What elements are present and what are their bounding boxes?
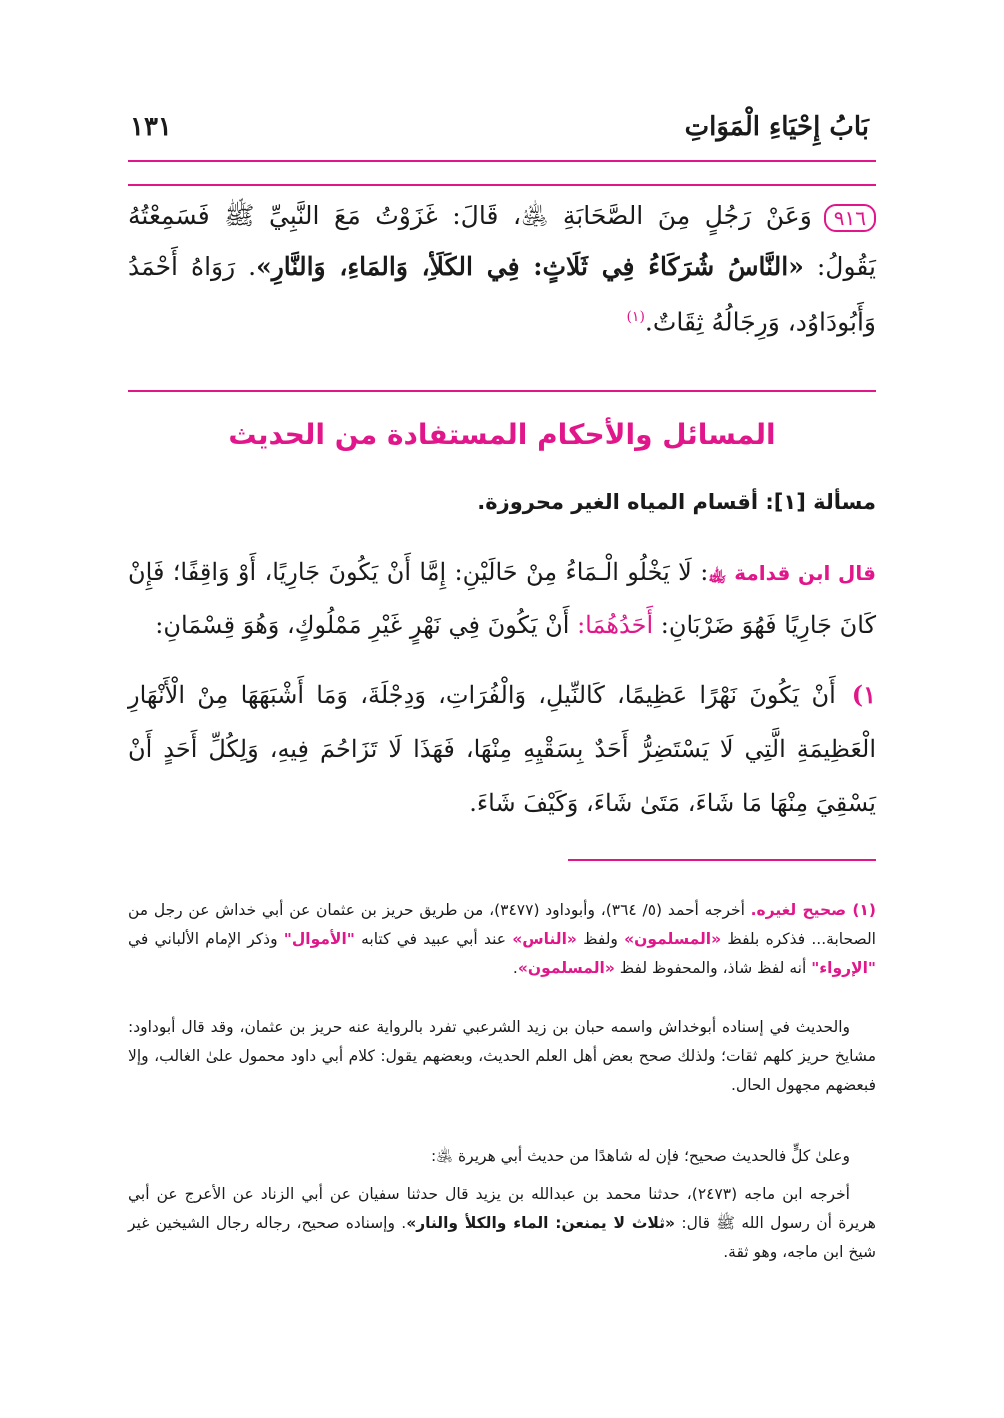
footnote-quote: «المسلمون» <box>624 930 722 948</box>
footnote-4 <box>128 1180 876 1267</box>
list-item-number: ١) <box>851 680 876 709</box>
first-type-label: أَحَدُهُمَا: <box>577 611 654 639</box>
list-item <box>128 668 876 830</box>
paragraph-text-1: : لَا يَخْلُو الْـمَاءُ مِنْ حَالَيْنِ: إِمَّا أَنْ يَكُونَ جَارِيًا، أَوْ وَاقِفًا؛ فَإِنْ كَانَ جَارِيًا فَهُوَ ضَرْبَانِ: <box>128 558 876 639</box>
footnote-2: والحديث في إسناده أبوخداش واسمه حبان بن زيد الشرعبي تفرد بالرواية عنه حريز بن عثمان، وقد قال أبوداود: مشايخ حريز كلهم ثقات؛ ولذلك صحح بعض أهل العلم الحديث، وبعضهم يقول: كلام أبي داود محمول علىٰ الغالب، وإلا فبعضهم مجهول الحال. <box>128 1018 876 1094</box>
hadith-quote: «النَّاسُ شُرَكَاءُ فِي ثَلَاثٍ: فِي الكَلَأِ، وَالمَاءِ، وَالنَّارِ» <box>256 252 804 281</box>
footnote-text: أخرجه ابن ماجه (٢٤٧٣)، حدثنا محمد بن عبدالله بن يزيد قال حدثنا سفيان عن أبي الزناد عن الأعرج عن أبي هريرة أن رسول الله ﷺ قال: <box>128 1185 876 1232</box>
footnote-text: عند أبي عبيد في كتابه <box>354 930 513 948</box>
page-number: ١٣١ <box>130 112 172 142</box>
footnote-ref[interactable]: (١) <box>626 309 645 325</box>
footnote-quote: «الناس» <box>512 930 577 948</box>
footnote-quote: "الأموال" <box>283 930 355 948</box>
header-divider <box>128 160 876 162</box>
hadith-top-divider <box>128 184 876 186</box>
hadith-intro: وَعَنْ رَجُلٍ مِنَ الصَّحَابَةِ ﵁، قَالَ: غَزَوْتُ مَعَ النَّبِيِّ ﷺ فَسَمِعْتُهُ يَقُولُ: <box>128 201 876 281</box>
hadith-block <box>128 190 876 347</box>
footnote-quote: "الإرواء" <box>811 959 876 977</box>
speaker-label: قال ابن قدامة ﵀ <box>708 561 876 585</box>
footnote-marker: (١) صحيح لغيره. <box>750 901 876 919</box>
hadith-bottom-divider <box>128 390 876 392</box>
footnote-text: . <box>512 959 518 977</box>
ibn-qudama-paragraph <box>128 546 876 651</box>
footnote-1 <box>128 896 876 983</box>
masala-title: مسألة [١]: أقسام المياه الغير محروزة. <box>477 490 876 514</box>
footnote-text: أخرجه أحمد (٥/ ٣٦٤)، وأبوداود (٣٤٧٧)، من طريق حريز بن عثمان عن أبي خداش عن رجل من الصحابة... فذكره بلفظ <box>128 901 876 948</box>
footnote-quote: «المسلمون» <box>517 959 615 977</box>
paragraph-text-2: أَنْ يَكُونَ فِي نَهْرٍ غَيْرِ مَمْلُوكٍ، وَهُوَ قِسْمَانِ: <box>155 611 578 639</box>
footnote-quote: «ثلاث لا يمنعن: الماء والكلأ والنار» <box>406 1214 676 1232</box>
footnote-text: وذكر الإمام الألباني في <box>128 930 284 948</box>
hadith-number: ٩١٦ <box>824 204 876 232</box>
footnote-divider <box>568 859 876 861</box>
chapter-title: بَابُ إِحْيَاءِ الْمَوَاتِ <box>684 112 869 142</box>
footnote-text: ولفظ <box>576 930 625 948</box>
footnote-text: . وإسناده صحيح، رجاله رجال الشيخين غير شيخ ابن ماجه، وهو ثقة. <box>128 1214 876 1261</box>
footnote-3: وعلىٰ كلٍّ فالحديث صحيح؛ فإن له شاهدًا من حديث أبي هريرة ﵁: <box>430 1147 850 1165</box>
hadith-source: . رَوَاهُ أَحْمَدُ وَأَبُودَاوُد، وَرِجَالُهُ ثِقَاتٌ. <box>128 252 876 337</box>
list-item-text: أَنْ يَكُونَ نَهْرًا عَظِيمًا، كَالنِّيلِ، وَالْفُرَاتِ، وَدِجْلَةَ، وَمَا أَشْبَهَهَا مِنْ الْأَنْهَارِ الْعَظِيمَةِ الَّتِي لَا يَسْتَضِرُّ أَحَدٌ بِسَقْيِهِ مِنْهَا، فَهَذَا لَا تَزَاحُمَ فِيهِ، وَلِكُلِّ أَحَدٍ أَنْ يَسْقِيَ مِنْهَا مَا شَاءَ، مَتَىٰ شَاءَ، وَكَيْفَ شَاءَ. <box>128 681 876 817</box>
footnote-text: أنه لفظ شاذ، والمحفوظ لفظ <box>614 959 812 977</box>
section-heading: المسائل والأحكام المستفادة من الحديث <box>228 418 776 451</box>
